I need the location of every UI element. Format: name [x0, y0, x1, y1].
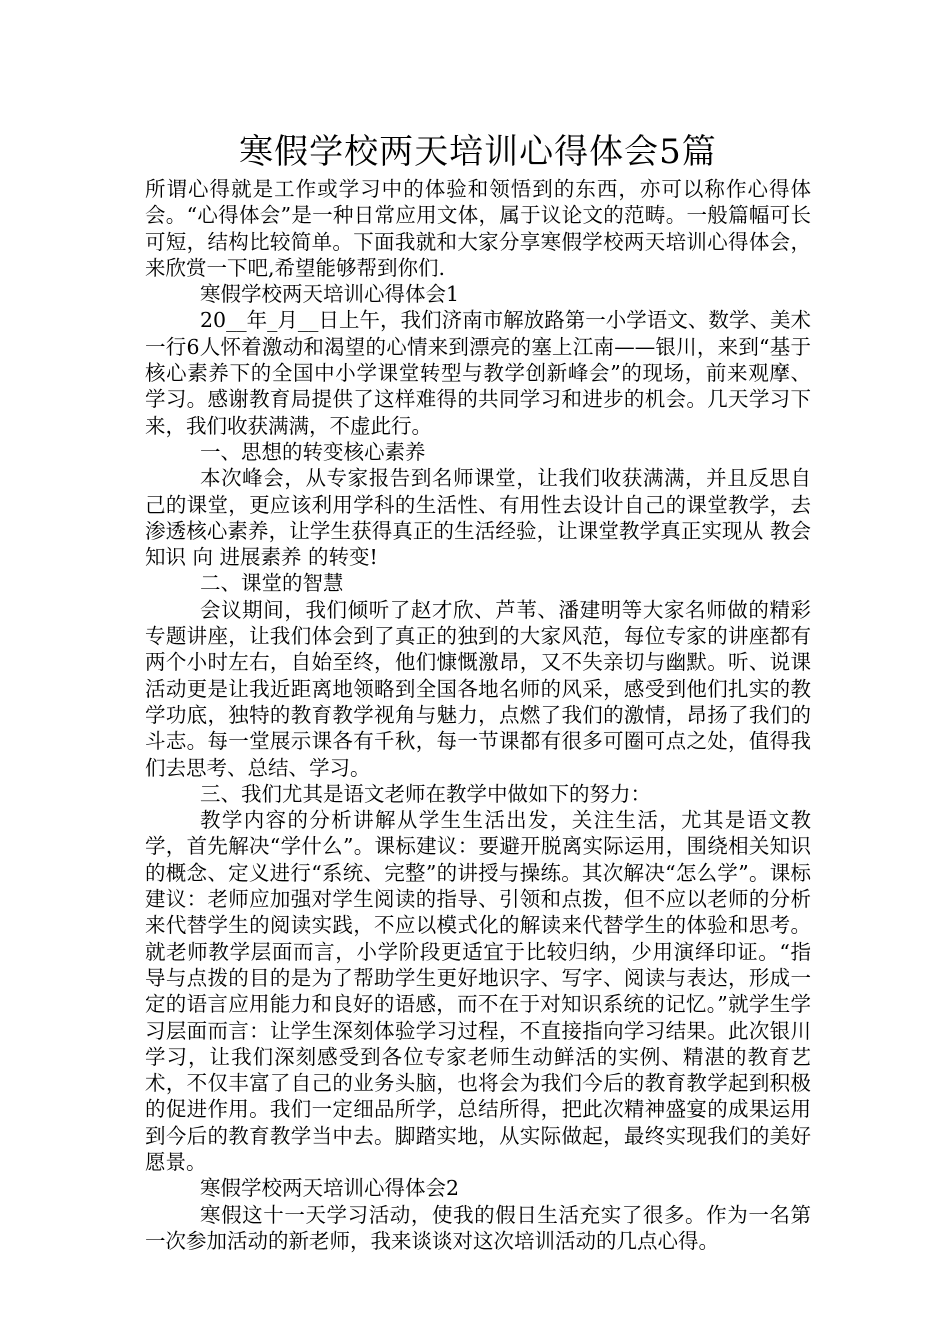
- section-heading-1: 寒假学校两天培训心得体会1: [200, 282, 460, 307]
- paragraph-body: 寒假这十一天学习活动，使我的假日生活充实了很多。作为一名第一次参加活动的新老师，我来谈谈对这次培训活动的几点心得。: [145, 1202, 811, 1253]
- paragraph-intro: 所谓心得就是工作或学习中的体验和领悟到的东西，亦可以称作心得体会。“心得体会”是一种日常应用文体，属于议论文的范畴。一般篇幅可长可短，结构比较简单。下面我就和大家分享寒假学校两天培训心得体会，来欣赏一下吧,希望能够帮到你们.: [145, 177, 811, 280]
- subheading-teacher-efforts: 三、我们尤其是语文老师在教学中做如下的努力：: [200, 781, 651, 806]
- paragraph-body: 20__年_月__日上午，我们济南市解放路第一小学语文、数学、美术一行6人怀着激动和渴望的心情来到漂亮的塞上江南——银川，来到“基于核心素养下的全国中小学课堂转型与教学创新峰会”的现场，前来观摩、学习。感谢教育局提供了这样难得的共同学习和进步的机会。几天学习下来，我们收获满满，不虚此行。: [145, 308, 811, 438]
- section-heading-2: 寒假学校两天培训心得体会2: [200, 1176, 460, 1201]
- paragraph-body: 会议期间，我们倾听了赵才欣、芦苇、潘建明等大家名师做的精彩专题讲座，让我们体会到了真正的独到的大家风范，每位专家的讲座都有两个小时左右，自始至终，他们慷慨激昂，又不失亲切与幽默。听、说课活动更是让我近距离地领略到全国各地名师的风采，感受到他们扎实的教学功底，独特的教育教学视角与魅力，点燃了我们的激情，昂扬了我们的斗志。每一堂展示课各有千秋，每一节课都有很多可圈可点之处，值得我们去思考、总结、学习。: [145, 597, 811, 780]
- subheading-thought-change: 一、思想的转变核心素养: [200, 439, 426, 464]
- document-page: [145, 128, 811, 1254]
- subheading-classroom-wisdom: 二、课堂的智慧: [200, 571, 344, 596]
- document-title: 寒假学校两天培训心得体会5篇: [239, 132, 717, 172]
- paragraph-body: 教学内容的分析讲解从学生生活出发，关注生活，尤其是语文教学，首先解决“学什么”。课标建议：要避开脱离实际运用，围绕相关知识的概念、定义进行“系统、完整”的讲授与操练。其次解决“怎么学”。课标建议：老师应加强对学生阅读的指导、引领和点拨，但不应以老师的分析来代替学生的阅读实践，不应以模式化的解读来代替学生的体验和思考。就老师教学层面而言，小学阶段更适宜于比较归纳，少用演绎印证。“指导与点拨的目的是为了帮助学生更好地识字、写字、阅读与表达，形成一定的语言应用能力和良好的语感，而不在于对知识系统的记忆。”就学生学习层面而言：让学生深刻体验学习过程，不直接指向学习结果。此次银川学习，让我们深刻感受到各位专家老师生动鲜活的实例、精湛的教育艺术，不仅丰富了自己的业务头脑，也将会为我们今后的教育教学起到积极的促进作用。我们一定细品所学，总结所得，把此次精神盛宴的成果运用到今后的教育教学当中去。脚踏实地，从实际做起，最终实现我们的美好愿景。: [145, 808, 811, 1174]
- paragraph-body: 本次峰会，从专家报告到名师课堂，让我们收获满满，并且反思自己的课堂，更应该利用学科的生活性、有用性去设计自己的课堂教学，去渗透核心素养，让学生获得真正的生活经验，让课堂教学真正实现从 教会知识 向 进展素养 的转变!: [145, 466, 811, 570]
